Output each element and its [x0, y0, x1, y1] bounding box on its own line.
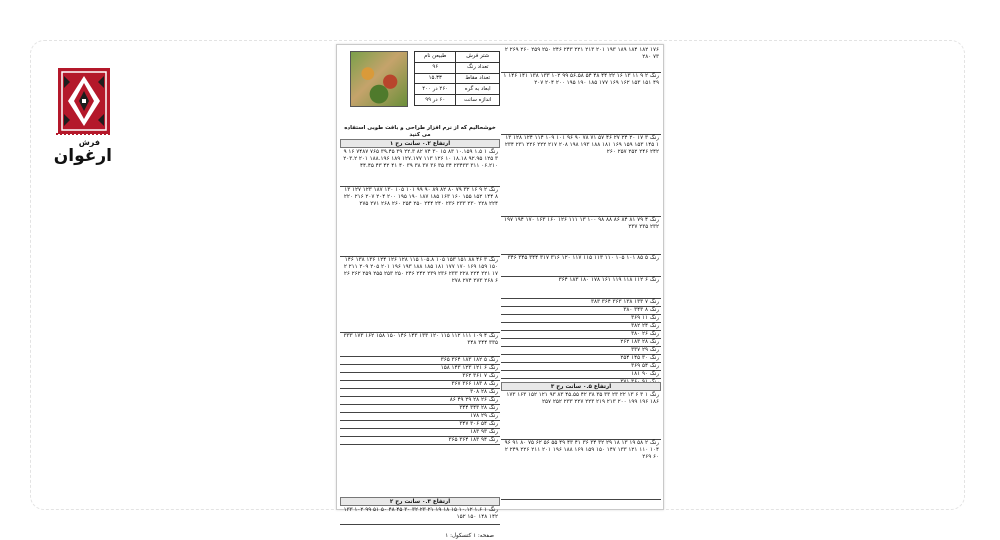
page-footer: صفحه: ۱ کتسکول: ۱ [445, 533, 494, 539]
info-value: ۹۶ [415, 62, 456, 73]
table-row: رنگ ۲ ۹ ۱۱ ۱۳ ۱۶ ۲۲ ۴۴ ۴۸ ۵۴ ۵۶.۵۸ ۹۹ ۱۰۲ ۱۳۳ ۱۳۸ ۱۴۱ ۱۴۶ ۱۴۹ ۱۵۱ ۱۵۳ ۱۶۲ ۱۶۹ ۱۷۷ ۱۸۵ ۱۹۰ ۱۹۵ ۲۰۰ ۲۰۴ ۲۰۷ [501, 73, 661, 135]
section-header: ارتفاع ۰.۳ سانت رج ۲ [340, 497, 500, 506]
table-row: رنگ ۵۴ ۳۶۹ [501, 363, 661, 371]
table-row: رنگ ۳ ۴۶ ۸۸ ۱۵۱ ۱۵۳ ۱۰۵ ۱۰۵.۸ ۱۱۵ ۱۲۸ ۱۲۶ ۱۲۴ ۱۳۶ ۱۳۸ ۱۴۶ ۱۵۰ ۱۵۹ ۱۶۹ ۱۷۰ ۱۷۷ ۱۸۱ ۱۸۵ ۱۸۸ ۱۹۳ ۱۹۶ ۲۰۱ ۲۰۵ ۲۰۹ ۲۱۱ ۲۱۷ ۲۲۱ ۲۲۴ ۲۲۸ ۲۳۳ ۲۳۶ ۲۳۹ ۲۴۲ ۲۴۶ ۲۵۰ ۲۵۳ ۲۵۵ ۲۵۹ ۲۶۲ ۲۶۶ ۲۶۸ ۲۷۳ ۲۷۴ ۲۷۸ [340, 257, 500, 333]
table-row: رنگ ۵ ۱۸۲ ۱۸۳ ۳۶۴ ۳۶۵ [340, 357, 500, 365]
info-label: اندازه سانت [456, 95, 500, 106]
table-row: رنگ ۲۹ ۱۷۸ [340, 413, 500, 421]
info-label: تعداد مقاط [456, 73, 500, 84]
info-row [415, 84, 500, 95]
table-row: رنگ ۳ ۱۷ ۲۰ ۲۴ ۲۷ ۴۶ ۵۷ ۷۱ ۷۸ ۹۰ ۹۶ ۱۰۱ ۱۰۹ ۱۱۴ ۱۲۴ ۱۲۸ ۱۳۱ ۱۴۵ ۱۵۳ ۱۵۹ ۱۶۹ ۱۸۱ ۱۸۸ ۱۹۳ ۱۹۸ ۲۰۸ ۲۱۷ ۲۲۲ ۲۲۶ ۲۳۱ ۲۳۴ ۲۴۲ ۲۴۶ ۲۵۲ ۲۵۷ ۲۶۰ [501, 135, 661, 217]
table-row: رنگ ۲۸ ۱۸۳ ۲۶۲ [501, 339, 661, 347]
table-row: رنگ ۶ ۱۲۱ ۱۲۳ ۱۴۳ ۱۵۸ [340, 365, 500, 373]
table-row: رنگ ۲۸ ۳۰۸ [340, 389, 500, 397]
info-row [415, 73, 500, 84]
table-row: رنگ ۷ ۱۳۳ ۱۳۸ ۳۶۳ ۳۶۴ ۳۸۳ [501, 299, 661, 307]
table-row: رنگ ۸ ۱۸۳ ۳۶۶ ۳۶۷ [340, 381, 500, 389]
table-row: رنگ ۷ ۳۶۱ ۳۶۲ [340, 373, 500, 381]
table-row: رنگ ۴ ۱۰۹ ۱۱۱ ۱۱۲ ۱۱۵ ۱۲۰ ۱۳۳ ۱۴۳ ۱۴۶ ۱۵۰ ۱۵۸ ۱۶۲ ۱۷۳ ۳۳۳ ۳۳۵ ۳۴۴ ۳۴۸ [340, 333, 500, 357]
intro-note: خوشحالیم که از نرم افزار طراحی و بافت طوبی استفاده می کنید [344, 125, 496, 138]
rug-icon [56, 66, 112, 138]
table-row: رنگ ۹۴ ۱۸۳ ۳۶۴ ۳۶۵ [340, 437, 500, 445]
table-row: رنگ ۲ ۵۸ ۱۹ ۱۳ ۱۸ ۲۹ ۳۲ ۳۴ ۳۶ ۴۱ ۴۳ ۴۹ ۵۵ ۵۶ ۶۲ ۷۵ ۸۰ ۹۱ ۹۶ ۱۰۴ ۱۱۰ ۱۲۱ ۱۳۳ ۱۴۷ ۱۵۰ ۱۵۹ ۱۶۹ ۱۸۸ ۱۹۶ ۲۰۱ ۲۱۱ ۲۲۶ ۲۴۹ ۲۶۰ ۲۶۹ [501, 440, 661, 500]
table-row: رنگ ۵ ۸۵ ۱۰۱ ۱۰۵ ۱۱۰ ۱۱۳ ۱۱۵ ۱۱۷ ۱۲۰ ۳۱۶ ۳۱۷ ۳۴۴ ۳۴۵ ۳۴۶ [501, 255, 661, 277]
info-value: ۶۰ در ۹۹ [415, 95, 456, 106]
info-table [414, 51, 500, 106]
table-row: رنگ ۳۰ ۱۴۵ ۲۵۴ [501, 355, 661, 363]
table-row: رنگ ۲۶ ۳۸۰ [501, 331, 661, 339]
logo-subtitle: فرش [78, 138, 100, 147]
table-row: رنگ ۱ ۱.۶ ۱۰.۱۲ ۱۵ ۱۸ ۱۹ ۲۱ ۲۳ ۳۲ ۳۰ ۴۵ ۴۸ ۵۰ ۵۱ ۹۹ ۱۰۲ ۱۳۳ ۱۴۲ ۱۴۸ ۱۵۰ ۱۵۲ [340, 507, 500, 525]
table-row: رنگ ۲۶ ۲۸ ۲۹ ۴۹ ۸۶ [340, 397, 500, 405]
table-row: رنگ ۶ ۱۱۲ ۱۱۸ ۱۱۹ ۱۶۱ ۱۷۸ ۱۸۰ ۱۸۳ ۳۶۴ [501, 277, 661, 299]
document-page [336, 44, 664, 539]
section-header: ارتفاع ۰.۲ سانت رج ۱ [340, 139, 500, 148]
table-row: رنگ ۲۹ ۳۳۷ [501, 347, 661, 355]
info-value: طبیعن نام [415, 52, 456, 63]
info-label: شتر فرش [456, 52, 500, 63]
table-row: ۱۷۶ ۱۸۲ ۱۸۴ ۱۸۹ ۱۹۳ ۲۰۱ ۲۱۳ ۲۲۱ ۲۴۳ ۲۴۶ ۲۵۰ ۲۵۹ ۲۶۰ ۲۶۹ ۲۷۳ ۲۸۰ [501, 47, 661, 73]
table-row: رنگ ۴ ۷۹ ۸۱ ۸۴ ۸۶ ۸۸ ۹۸ ۱۰۰ ۱۳ ۱۱۱ ۱۲۶ ۱۶۰ ۱۶۳ ۱۷۰ ۱۹۴ ۱۹۷ ۲۳۲ ۲۳۵ ۲۳۷ [501, 217, 661, 255]
info-value: ۲۶۰ در ۴۰۰ [415, 84, 456, 95]
info-row [415, 52, 500, 63]
table-row: رنگ ۱ ۳ ۶ ۱۳ ۲۲ ۲۳ ۳۳ ۳۵ ۳۸ ۴۲ ۴۵.۵۵ ۸۳ ۹۳ ۱۲۱ ۱۵۲ ۱۶۳ ۱۷۳ ۱۸۶ ۱۹۶ ۱۹۹ ۲۰۰ ۲۱۳ ۲۱۹ ۲۲۳ ۲۲۷ ۲۳۳ ۲۵۲ ۲۵۷ [501, 392, 661, 440]
info-value: ۱۵.۳۳ [415, 73, 456, 84]
table-row: رنگ ۵۴ ۳۰۶ ۳۴۷ [340, 421, 500, 429]
table-row: رنگ ۱ ۱.۵ ۱۰.۱۵۹ ۸۳ ۱۵ ۳۰ ۷۴ ۸۲ ۲۲.۳ ۳۹ ۳۹.۴۵ ۷۶۵ ۷۴۸۷ ۱۶ ۹۳ ۱۲۵ ۹۲.۹۵ ۱۸.۱۸ ۱۰ ۱۲۶ ۱۱۳ ۱۲۷.۱۷۷ ۱۸۹ ۱۸۸.۱۹۶ ۲۰۱ ۲۰۳.۲۰۶.۲۱۰ ۳۱۱ ۲۳۴۳۳ ۳۴ ۳۵ ۳۶ ۳۷ ۳۸ ۳۹ ۴۰ ۴۱ ۴۲ ۴۳ ۴۴.۴۵ [340, 149, 500, 187]
info-label: تعداد رنگ [456, 62, 500, 73]
carpet-image [350, 51, 408, 107]
section-header: ارتفاع ۰.۵ سانت رج ۳ [501, 382, 661, 391]
table-row: رنگ ۲ ۹ ۱۶ ۳۲ ۷۹ ۸۰ ۸۲ ۸۹ ۹۰ ۹۹ ۱۰۱ ۱۰۵ ۱۳۰ ۱۸۷ ۱۲۳ ۱۲۷ ۱۳۸ ۱۴۴ ۱۵۲ ۱۵۵ ۱۶۰ ۱۶۳ ۱۸۵ ۱۸۷ ۱۹۰ ۱۹۵ ۲۰۰ ۲۰۴ ۲۰۷ ۲۱۶ ۲۲۰ ۲۲۴ ۲۲۸ ۲۳۰ ۲۳۳ ۲۳۶ ۲۴۰ ۲۴۴ ۲۵۰ ۲۵۴ ۲۶۰ ۲۶۸ ۲۷۱ ۲۷۵ [340, 187, 500, 257]
table-row: رنگ ۹۰ ۱۸۱ [501, 371, 661, 379]
table-row: رنگ ۱۱ ۳۶۹ [501, 315, 661, 323]
logo-title: ارغوان [53, 146, 112, 166]
info-row [415, 95, 500, 106]
table-row: رنگ ۲۸ ۳۴۳ ۳۴۴ [340, 405, 500, 413]
brand-logo[interactable] [53, 66, 112, 176]
table-row: رنگ ۲۴ ۳۸۲ [501, 323, 661, 331]
table-row: رنگ ۸ ۳۴۳ ۳۸۰ [501, 307, 661, 315]
info-label: ابعاد به گره [456, 84, 500, 95]
table-row: رنگ ۹۳ ۱۸۳ [340, 429, 500, 437]
info-row [415, 62, 500, 73]
